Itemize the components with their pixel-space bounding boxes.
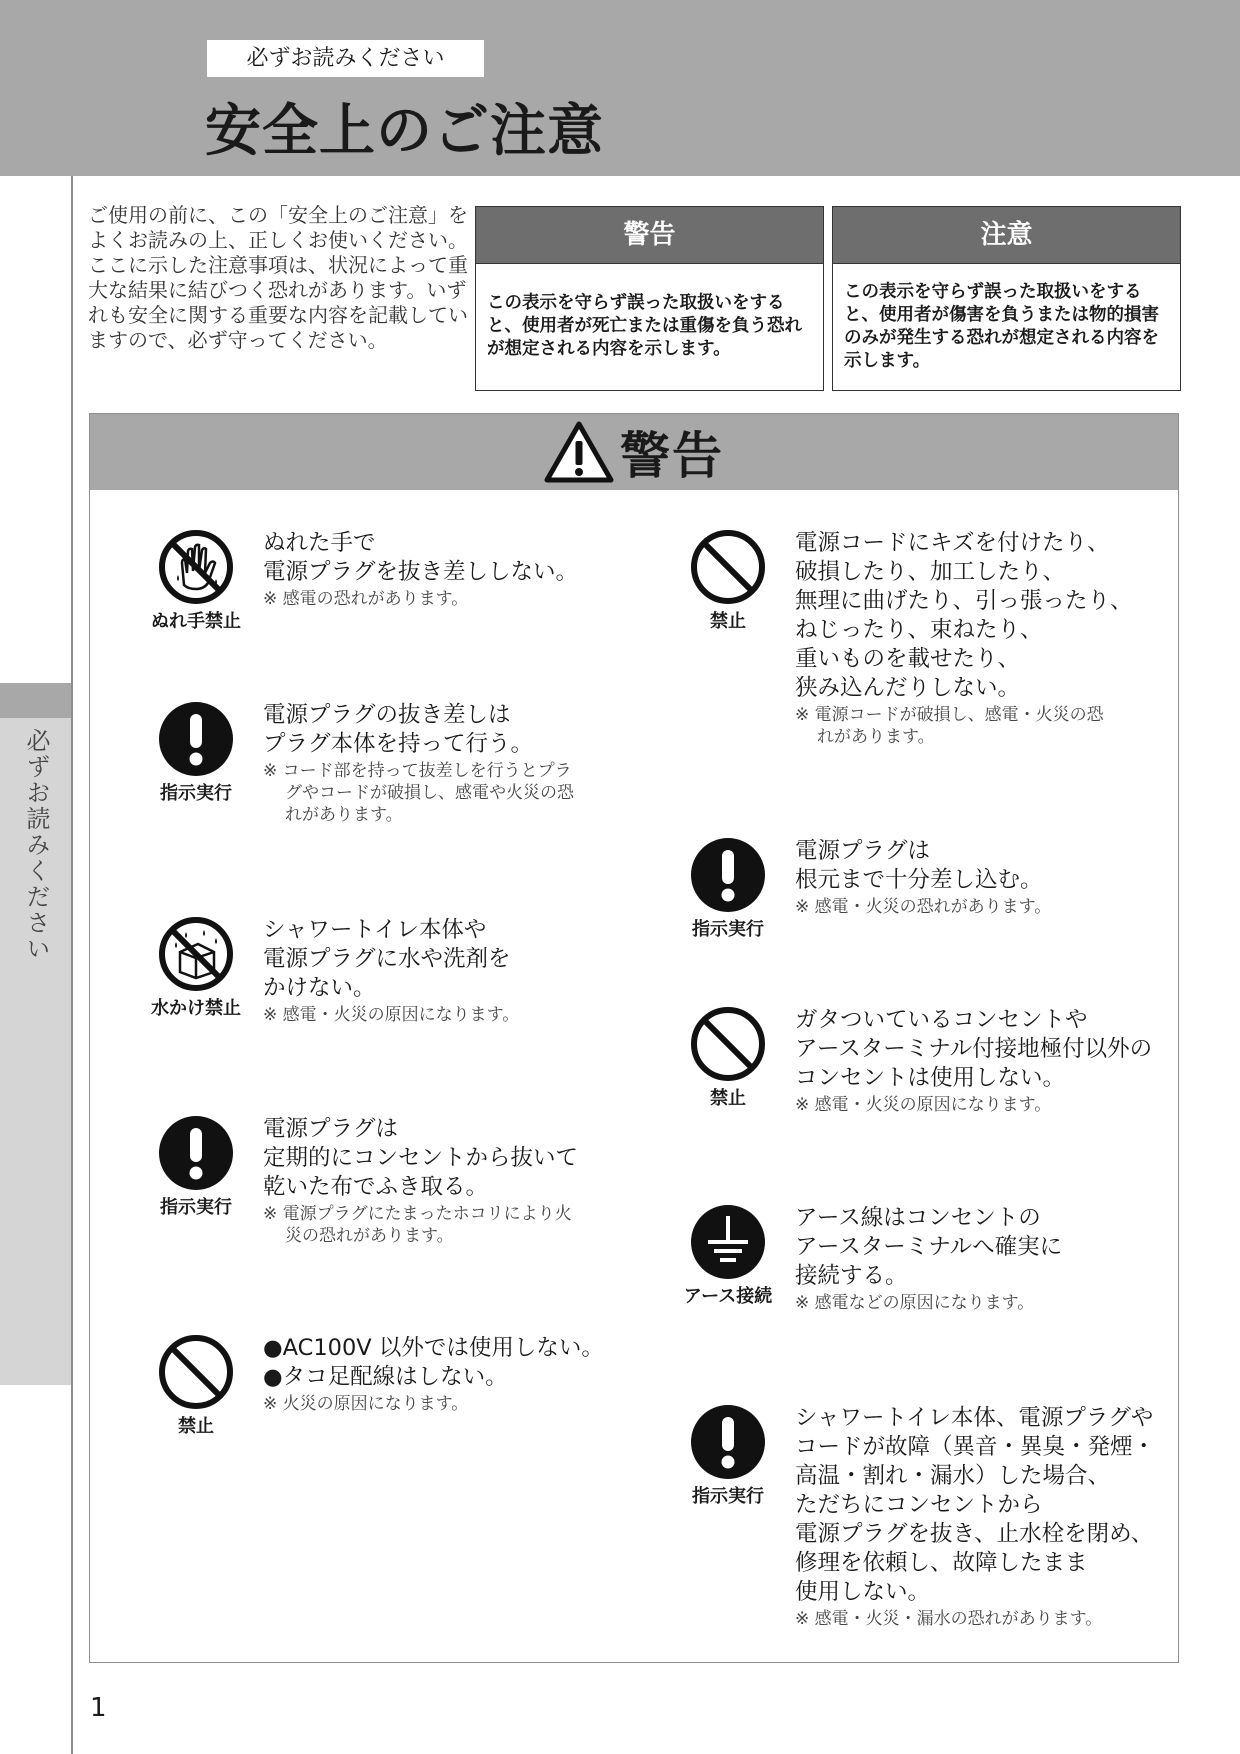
warning-item-note: ※ 感電などの原因になります。 (795, 1293, 1035, 1313)
icon-label: 水かけ禁止 (151, 998, 241, 1019)
warning-item-text: 電源プラグは 定期的にコンセントから抜いて 乾いた布でふき取る。 (263, 1116, 579, 1200)
intro-text (88, 203, 468, 353)
icon-label: ぬれ手禁止 (151, 611, 241, 632)
prohibited-icon (690, 529, 766, 605)
icon-label: 禁止 (710, 1088, 746, 1109)
warning-item-text: ●AC100V 以外では使用しない。 ●タコ足配線はしない。 (263, 1335, 604, 1390)
icon-label: 指示実行 (160, 783, 232, 804)
prohibited-icon (158, 1334, 234, 1410)
warning-item-note: ※ 感電の恐れがあります。 (263, 589, 469, 609)
warning-item-text: ぬれた手で 電源プラグを抜き差ししない。 (263, 530, 579, 585)
warning-item-text: シャワートイレ本体や 電源プラグに水や洗剤を かけない。 (263, 917, 511, 1001)
legend-warning (475, 206, 824, 391)
warning-item-note: ※ 電源コードが破損し、感電・火災の恐 れがあります。 (795, 705, 1104, 747)
warning-title: 警告 (620, 427, 724, 485)
mandatory-action-icon (690, 837, 766, 913)
warning-panel (89, 413, 1179, 1663)
intro-paragraph: ご使用の前に、この「安全上のご注意」をよくお読みの上、正しくお使いください。 (88, 203, 468, 252)
read-label: 必ずお読みください (207, 40, 484, 77)
warning-item-note: ※ 火災の原因になります。 (263, 1394, 469, 1414)
wet-hands-prohibited-icon (158, 529, 234, 605)
icon-label: 禁止 (710, 611, 746, 632)
warning-item-note: ※ 感電・火災の原因になります。 (795, 1095, 1052, 1115)
warning-item-text: ガタついているコンセントや アースターミナル付接地極付以外の コンセントは使用しない。 (795, 1007, 1153, 1091)
warning-item-note: ※ 感電・火災の恐れがあります。 (795, 897, 1052, 917)
warning-triangle-icon (544, 421, 614, 483)
icon-label: 禁止 (178, 1416, 214, 1437)
warning-header (90, 414, 1178, 490)
warning-item-text: シャワートイレ本体、電源プラグや コードが故障（異音・異臭・発煙・ 高温・割れ・漏水）した場合、 ただちにコンセントから 電源プラグを抜き、止水栓を閉め、 修理を依頼し、故障したまま 使用しない。 (795, 1405, 1156, 1605)
legend-warning-text: この表示を守らず誤った取扱いをすると、使用者が死亡または重傷を負う恐れが想定される内容を示します。 (487, 293, 802, 359)
warning-item-text: 電源コードにキズを付けたり、 破損したり、加工したり、 無理に曲げたり、引っ張ったり、 ねじったり、束ねたり、 重いものを載せたり、 狭み込んだりしない。 (795, 530, 1133, 701)
warning-item-note: ※ 電源プラグにたまったホコリにより火 災の恐れがあります。 (263, 1204, 572, 1246)
warning-item-text: 電源プラグの抜き差しは プラグ本体を持って行う。 (263, 702, 534, 757)
mandatory-action-icon (158, 1115, 234, 1191)
warning-item-text: アース線はコンセントの アースターミナルへ確実に 接続する。 (795, 1205, 1063, 1289)
side-tab-bar (0, 683, 71, 718)
legend-warning-title: 警告 (476, 207, 823, 264)
legend-caution-title: 注意 (833, 207, 1180, 264)
icon-label: 指示実行 (692, 919, 764, 940)
page-number: 1 (90, 1693, 107, 1723)
intro-paragraph: ここに示した注意事項は、状況によって重大な結果に結びつく恐れがあります。いずれも安全に関する重要な内容を記載していますので、必ず守ってください。 (88, 253, 468, 352)
icon-label: アース接続 (683, 1286, 773, 1307)
side-tab-label: 必ずお読みください (22, 728, 50, 962)
warning-item-note: ※ コード部を持って抜差しを行うとプラ グやコードが破損し、感電や火災の恐 れがあります。 (263, 761, 574, 825)
mandatory-action-icon (690, 1404, 766, 1480)
no-water-splash-icon (158, 916, 234, 992)
page-title: 安全上のご注意 (205, 99, 604, 164)
legend-caution (832, 206, 1181, 391)
warning-item-text: 電源プラグは 根元まで十分差し込む。 (795, 838, 1043, 893)
header-band (0, 0, 1240, 176)
warning-item-note: ※ 感電・火災・漏水の恐れがあります。 (795, 1609, 1103, 1629)
legend-caution-text: この表示を守らず誤った取扱いをすると、使用者が傷害を負うまたは物的損害のみが発生する恐れが想定される内容を示します。 (844, 281, 1159, 371)
mandatory-action-icon (158, 701, 234, 777)
prohibited-icon (690, 1006, 766, 1082)
warning-item-note: ※ 感電・火災の原因になります。 (263, 1005, 520, 1025)
icon-label: 指示実行 (160, 1197, 232, 1218)
icon-label: 指示実行 (692, 1486, 764, 1507)
earth-ground-icon (690, 1204, 766, 1280)
left-rule (71, 176, 73, 1754)
